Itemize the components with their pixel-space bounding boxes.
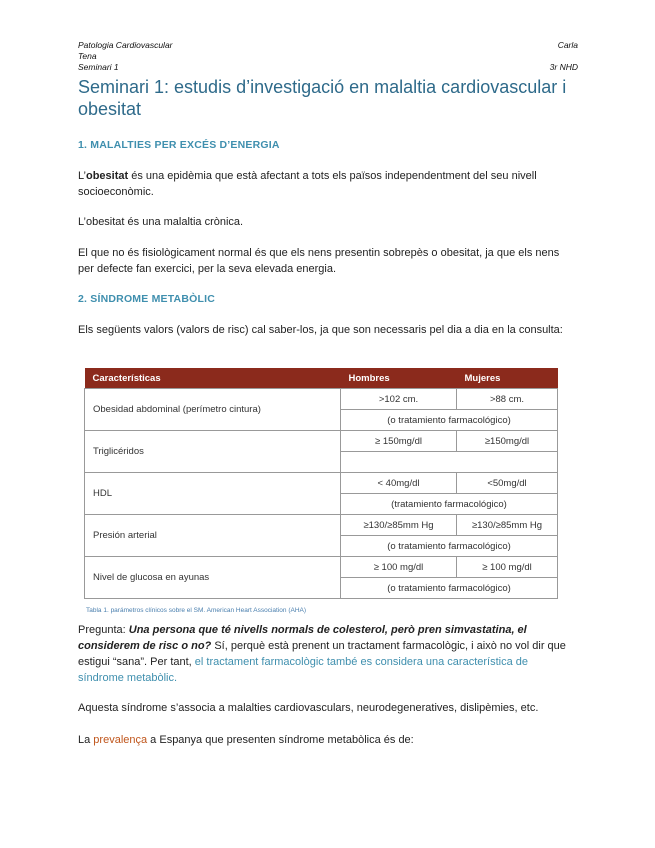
table-header-row — [85, 368, 558, 389]
col-header-men: Hombres — [341, 368, 457, 389]
paragraph-chronic: L’obesitat és una malaltia crònica. — [78, 216, 244, 228]
obesity-term: obesitat — [85, 170, 129, 182]
table-caption: Tabla 1. parámetros clínicos sobre el SM. American Heart Association (AHA) — [86, 607, 307, 614]
question-paragraph — [78, 622, 573, 686]
row-note — [341, 452, 558, 473]
table-row — [85, 557, 558, 578]
table-row — [85, 515, 558, 536]
table-row — [85, 473, 558, 494]
row-note: (tratamiento farmacológico) — [341, 494, 558, 515]
question-label: Pregunta: — [78, 624, 129, 636]
row-note: (o tratamiento farmacológico) — [341, 536, 558, 557]
header-subject: Patologia Cardiovascular — [78, 40, 173, 50]
header-author-last: Tena — [78, 51, 97, 61]
row-label: Triglicéridos — [85, 431, 341, 473]
prevalence-term: prevalença — [93, 734, 148, 746]
row-label: Nivel de glucosa en ayunas — [85, 557, 341, 599]
value-men: >102 cm. — [341, 389, 457, 410]
row-label: Presión arterial — [85, 515, 341, 557]
value-women: <50mg/dl — [457, 473, 558, 494]
value-women: >88 cm. — [457, 389, 558, 410]
col-header-characteristics: Características — [85, 368, 341, 389]
paragraph-obesity: L’obesitat és una epidèmia que està afectant a tots els països independentment del seu nivell socioeconòmic. — [78, 170, 537, 198]
row-label: Obesidad abdominal (perímetro cintura) — [85, 389, 341, 431]
table-row — [85, 431, 558, 452]
metabolic-criteria-table — [84, 368, 558, 599]
row-note: (o tratamiento farmacológico) — [341, 410, 558, 431]
value-women: ≥150mg/dl — [457, 431, 558, 452]
answer-text: Sí, perquè està prenent un tractament farmacològic, i això no vol dir que estigui “sana”. Per tant, — [78, 640, 566, 668]
value-men: ≥ 100 mg/dl — [341, 557, 457, 578]
section-2-heading: 2. SÍNDROME METABÒLIC — [78, 293, 216, 305]
paragraph-children: El que no és fisiològicament normal és que els nens presentin sobrepès o obesitat, ja que els nens per defecte fan exercici, per la seva elevada energia. — [78, 247, 560, 275]
running-header — [78, 40, 578, 73]
header-author-first: Carla — [557, 40, 578, 50]
answer-highlight: el tractament farmacològic també es considera una característica de síndrome metabòlic. — [78, 656, 528, 684]
value-women: ≥130/≥85mm Hg — [457, 515, 558, 536]
table-row — [85, 389, 558, 410]
row-label: HDL — [85, 473, 341, 515]
value-men: ≥130/≥85mm Hg — [341, 515, 457, 536]
paragraph-associations: Aquesta síndrome s’associa a malalties cardiovasculars, neurodegeneratives, dislipèmies, etc. — [78, 702, 539, 714]
row-note: (o tratamiento farmacológico) — [341, 578, 558, 599]
question-text: Una persona que té nivells normals de colesterol, però pren simvastatina, el considerem de risc o no? — [78, 624, 527, 652]
header-group: 3r NHD — [549, 62, 578, 72]
value-women: ≥ 100 mg/dl — [457, 557, 558, 578]
value-men: < 40mg/dl — [341, 473, 457, 494]
paragraph-risk-values: Els següents valors (valors de risc) cal saber-los, ja que son necessaris pel dia a dia en la consulta: — [78, 324, 563, 336]
page-title: Seminari 1: estudis d’investigació en malaltia cardiovascular i obesitat — [78, 77, 567, 119]
section-1-heading: 1. MALALTIES PER EXCÉS D’ENERGIA — [78, 139, 280, 151]
value-men: ≥ 150mg/dl — [341, 431, 457, 452]
col-header-women: Mujeres — [457, 368, 558, 389]
header-seminar: Seminari 1 — [78, 62, 119, 72]
paragraph-prevalence: La prevalença a Espanya que presenten síndrome metabòlica és de: — [78, 734, 414, 746]
